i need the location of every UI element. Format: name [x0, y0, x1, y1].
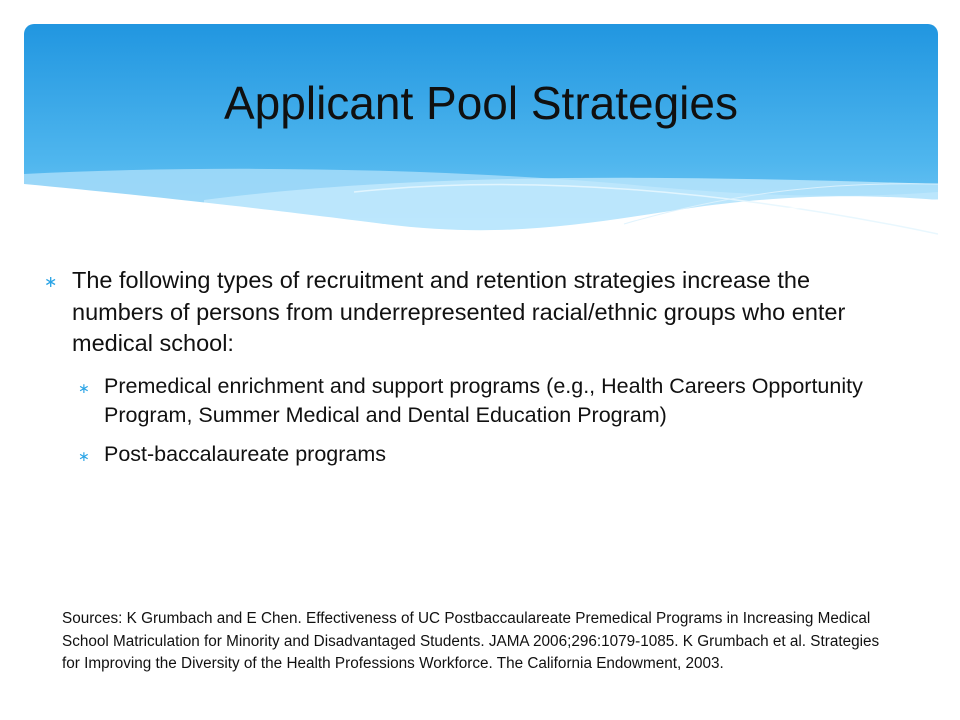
- sub-bullet-item: [38, 440, 898, 470]
- wave-background: [24, 24, 938, 274]
- asterisk-bullet-icon: ∗: [44, 274, 58, 291]
- sources-citation: Sources: K Grumbach and E Chen. Effectiveness of UC Postbaccaulareate Premedical Programs in Increasing Medical School Matriculation for Minority and Disadvantaged Students. JAMA 2006;296:1079-1085. K Grumbach et al. Strategies for Improving the Diversity of the Health Professions Workforce. The California Endowment, 2003.: [62, 610, 880, 672]
- sub-bullet-text: Post-baccalaureate programs: [104, 441, 387, 466]
- slide-title: Applicant Pool Strategies: [224, 77, 738, 129]
- sub-bullet-item: [38, 372, 898, 431]
- asterisk-bullet-icon: ∗: [78, 447, 90, 464]
- asterisk-bullet-icon: ∗: [78, 379, 90, 396]
- header-banner: [24, 24, 938, 274]
- sub-bullet-text: Premedical enrichment and support programs (e.g., Health Careers Opportunity Program, Summer Medical and Dental Education Program): [104, 373, 863, 427]
- bullet-list: [38, 265, 898, 469]
- bullet-text: The following types of recruitment and retention strategies increase the numbers of persons from underrepresented racial/ethnic groups who enter medical school:: [72, 267, 846, 356]
- bullet-item: [38, 265, 898, 360]
